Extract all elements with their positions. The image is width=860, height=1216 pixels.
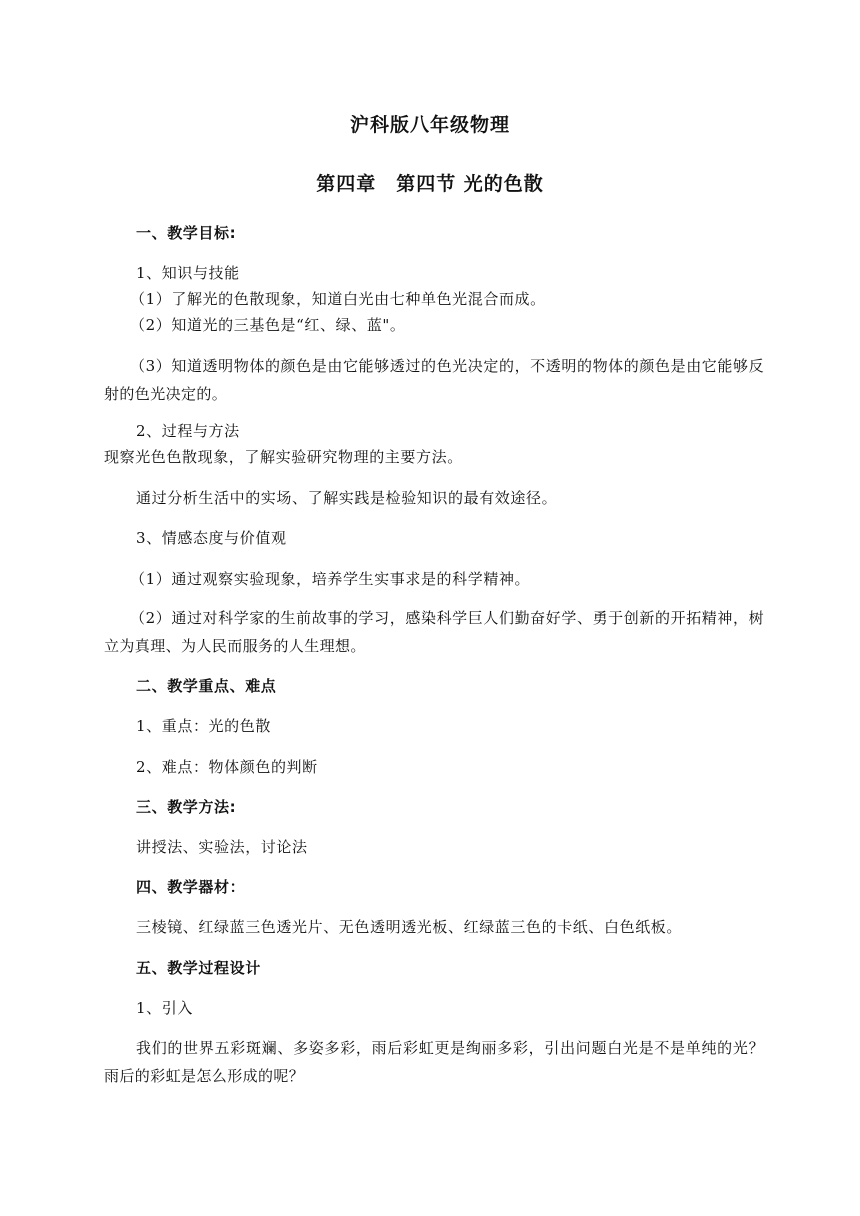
paragraph: 通过分析生活中的实场、了解实践是检验知识的最有效途径。 — [136, 489, 558, 507]
section-heading-key-points: 二、教学重点、难点 — [136, 677, 277, 695]
paragraph: （2）通过对科学家的生前故事的学习，感染科学巨人们勤奋好学、勇于创新的开拓精神，树立为真理、为人民而服务的人生理想。 — [104, 609, 764, 655]
document-subtitle: 第四章 第四节 光的色散 — [316, 173, 544, 195]
section-heading-objectives: 一、教学目标: — [136, 224, 237, 242]
subheading-process-method: 2、过程与方法 — [136, 422, 240, 440]
paragraph: 讲授法、实验法，讨论法 — [136, 838, 308, 856]
section-heading-equipment: 四、教学器材： — [136, 878, 246, 896]
paragraph: 2、难点：物体颜色的判断 — [136, 758, 318, 776]
document-title: 沪科版八年级物理 — [349, 114, 510, 136]
paragraph: （3）知道透明物体的颜色是由它能够透过的色光决定的，不透明的物体的颜色是由它能够反射的色光决定的。 — [104, 357, 764, 403]
subheading-emotion-values: 3、情感态度与价值观 — [136, 529, 287, 547]
subheading-introduction: 1、引入 — [136, 999, 193, 1017]
paragraph: （1）了解光的色散现象，知道白光由七种单色光混合而成。 — [130, 290, 546, 308]
paragraph: 1、重点：光的色散 — [136, 717, 271, 735]
section-heading-methods: 三、教学方法: — [136, 798, 237, 816]
section-heading-process-design: 五、教学过程设计 — [136, 959, 261, 977]
paragraph: （2）知道光的三基色是“红、绿、蓝"。 — [130, 316, 406, 334]
subheading-knowledge-skills: 1、知识与技能 — [136, 264, 240, 282]
paragraph: （1）通过观察实验现象，培养学生实事求是的科学精神。 — [130, 570, 531, 588]
paragraph: 我们的世界五彩斑斓、多姿多彩，雨后彩虹更是绚丽多彩，引出问题白光是不是单纯的光？雨后的彩虹是怎么形成的呢？ — [104, 1039, 764, 1085]
paragraph: 现察光色色散现象，了解实验研究物理的主要方法。 — [104, 448, 463, 466]
paragraph: 三棱镜、红绿蓝三色透光片、无色透明透光板、红绿蓝三色的卡纸、白色纸板。 — [136, 918, 683, 936]
